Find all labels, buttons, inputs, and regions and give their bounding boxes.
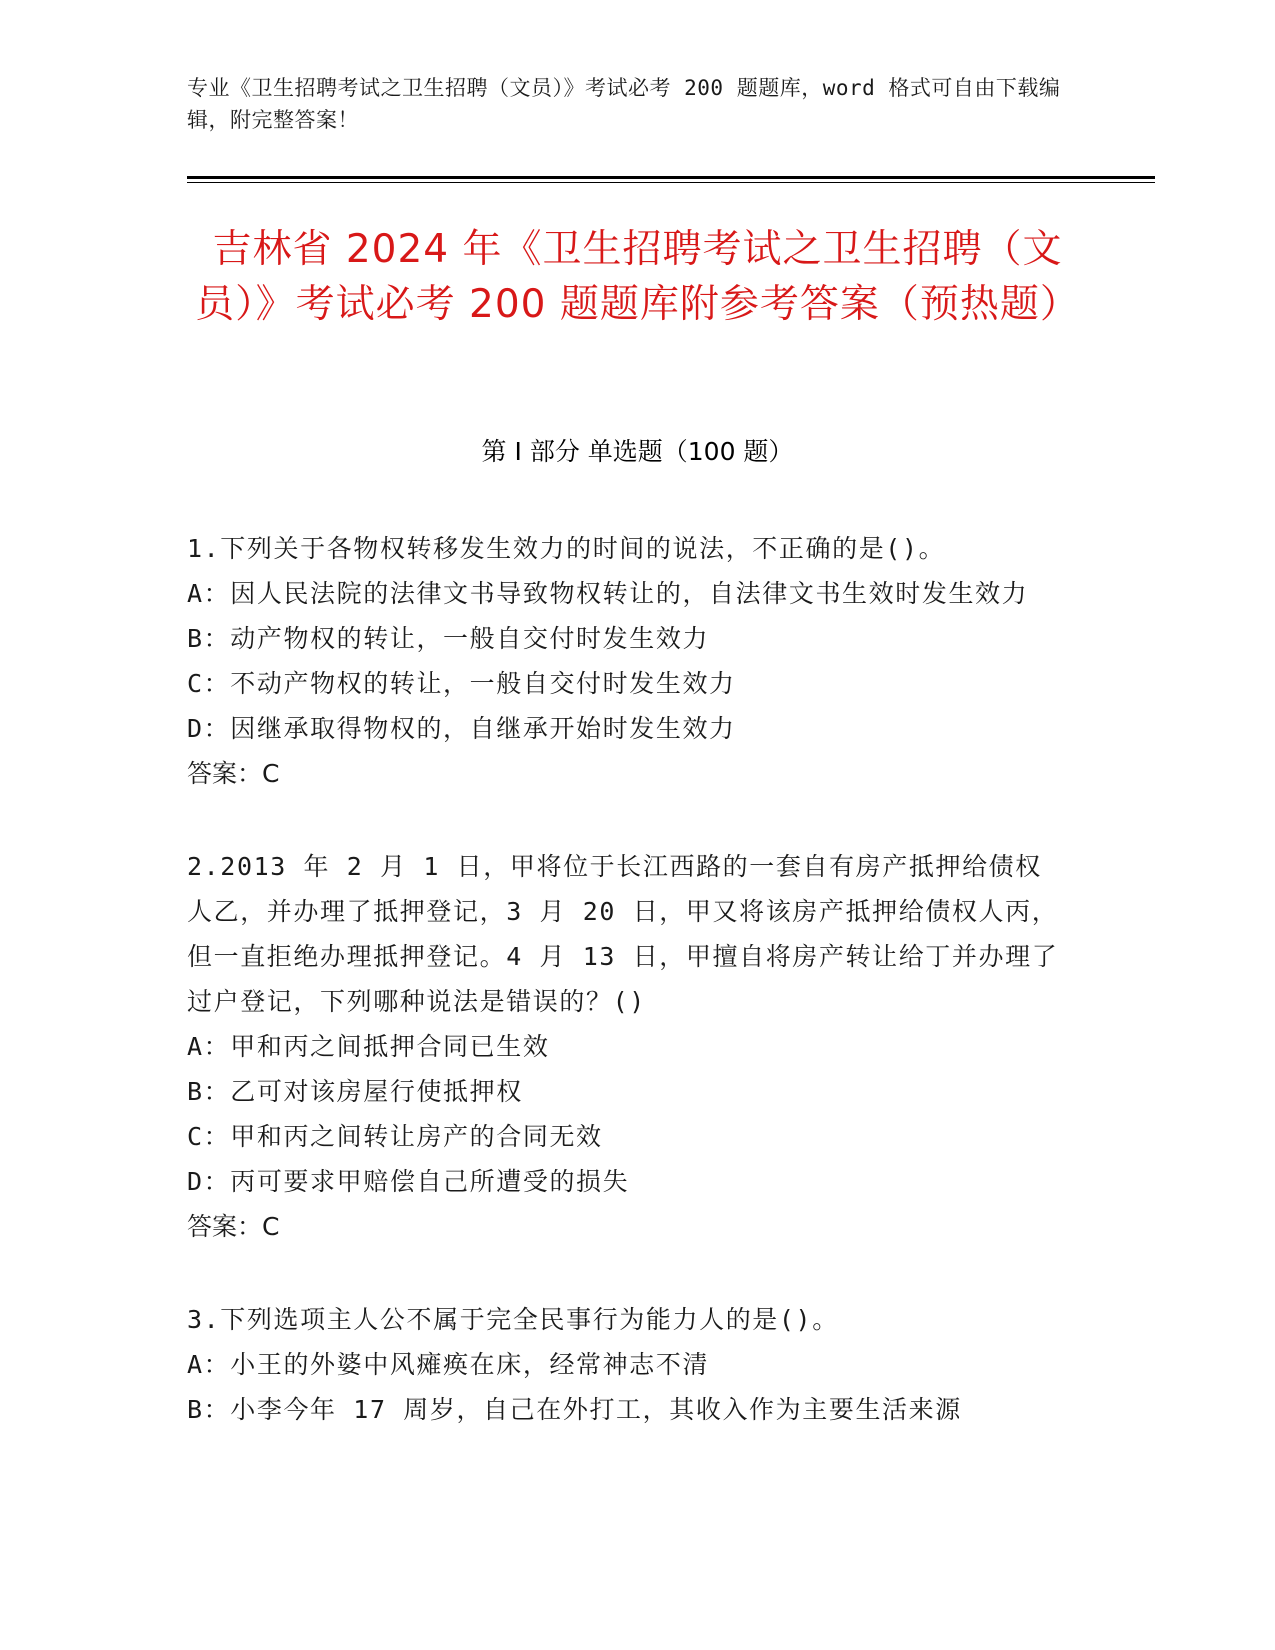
header-divider-thin [187, 182, 1155, 183]
question-2 [187, 844, 1067, 1249]
question-list [187, 526, 1067, 1480]
question-stem: 1.下列关于各物权转移发生效力的时间的说法，不正确的是()。 [187, 534, 946, 563]
answer-key: 答案：C [187, 759, 280, 788]
question-1 [187, 526, 1067, 796]
option-a: A：甲和丙之间抵押合同已生效 [187, 1032, 550, 1061]
header-divider-thick [187, 176, 1155, 179]
option-d: D：丙可要求甲赔偿自己所遭受的损失 [187, 1167, 630, 1196]
header-note: 专业《卫生招聘考试之卫生招聘（文员）》考试必考 200 题题库，word 格式可自由下载编辑，附完整答案！ [187, 76, 1061, 132]
document-title: 吉林省 2024 年《卫生招聘考试之卫生招聘（文员）》考试必考 200 题题库附参考答案（预热题） [195, 227, 1080, 327]
option-a: A：小王的外婆中风瘫痪在床，经常神志不清 [187, 1350, 710, 1379]
question-3 [187, 1297, 1067, 1432]
section-heading: 第 I 部分 单选题（100 题） [481, 437, 794, 466]
answer-key: 答案：C [187, 1212, 280, 1241]
option-a: A：因人民法院的法律文书导致物权转让的，自法律文书生效时发生效力 [187, 579, 1029, 608]
question-stem: 3.下列选项主人公不属于完全民事行为能力人的是()。 [187, 1305, 839, 1334]
option-c: C：甲和丙之间转让房产的合同无效 [187, 1122, 603, 1151]
option-b: B：乙可对该房屋行使抵押权 [187, 1077, 523, 1106]
option-b: B：动产物权的转让，一般自交付时发生效力 [187, 624, 710, 653]
option-b: B：小李今年 17 周岁，自己在外打工，其收入作为主要生活来源 [187, 1395, 962, 1424]
question-stem: 2.2013 年 2 月 1 日，甲将位于长江西路的一套自有房产抵押给债权人乙，并办理了抵押登记，3 月 20 日，甲又将该房产抵押给债权人丙，但一直拒绝办理抵押登记。4 月 13 日，甲擅自将房产转让给丁并办理了过户登记，下列哪种说法是错误的？() [187, 852, 1059, 1016]
option-d: D：因继承取得物权的，自继承开始时发生效力 [187, 714, 736, 743]
option-c: C：不动产物权的转让，一般自交付时发生效力 [187, 669, 736, 698]
